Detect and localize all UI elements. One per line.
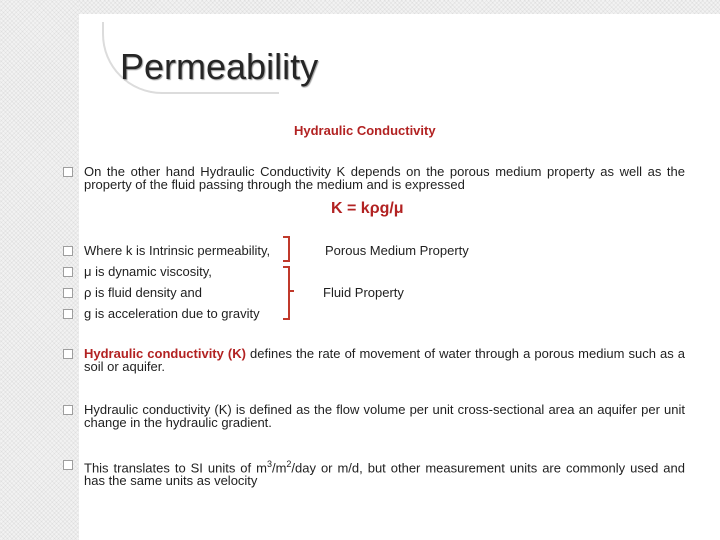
bullet-icon	[63, 167, 73, 177]
variable-line: Where k is Intrinsic permeability,	[84, 243, 271, 258]
bullet-icon	[63, 349, 73, 359]
porous-medium-label: Porous Medium Property	[325, 243, 469, 258]
bullet-icon	[63, 267, 73, 277]
variable-line: μ is dynamic viscosity,	[84, 264, 212, 279]
bullet-icon	[63, 309, 73, 319]
si-units-text: This translates to SI units of m	[84, 460, 267, 476]
definition-paragraph-3	[84, 458, 685, 487]
slide-title: Permeability	[120, 46, 319, 87]
definition-text: defines the rate of movement of water through a porous medium such as a soil or aquifer.	[84, 346, 685, 374]
bullet-icon	[63, 288, 73, 298]
superscript: 2	[286, 459, 292, 469]
si-units-text: /m	[271, 460, 287, 476]
decorative-top-strip	[79, 0, 720, 14]
bullet-icon	[63, 405, 73, 415]
variable-line: g is acceleration due to gravity	[84, 306, 260, 321]
fluid-brace-tick	[289, 290, 294, 292]
superscript: 3	[266, 459, 272, 469]
fluid-property-label: Fluid Property	[323, 285, 404, 300]
definition-paragraph-2: Hydraulic conductivity (K) is defined as the flow volume per unit cross-sectional area an aquifer per unit change in the hydraulic gradient.	[84, 402, 685, 430]
porous-brace	[283, 236, 290, 262]
variable-line: ρ is fluid density and	[84, 285, 202, 300]
fluid-brace	[283, 266, 290, 320]
si-units-text: /day or m/d, but other measurement units are commonly used and has the same units as velocity	[84, 460, 685, 489]
bullet-icon	[63, 460, 73, 470]
formula: K = kρg/μ	[331, 200, 404, 217]
intro-paragraph: On the other hand Hydraulic Conductivity K depends on the porous medium property as well as the property of the fluid passing through the medium and is expressed	[84, 164, 685, 192]
slide-subtitle: Hydraulic Conductivity	[294, 123, 436, 138]
bullet-icon	[63, 246, 73, 256]
definition-paragraph-1	[84, 347, 685, 373]
hydraulic-conductivity-term: Hydraulic conductivity (K)	[84, 346, 246, 361]
